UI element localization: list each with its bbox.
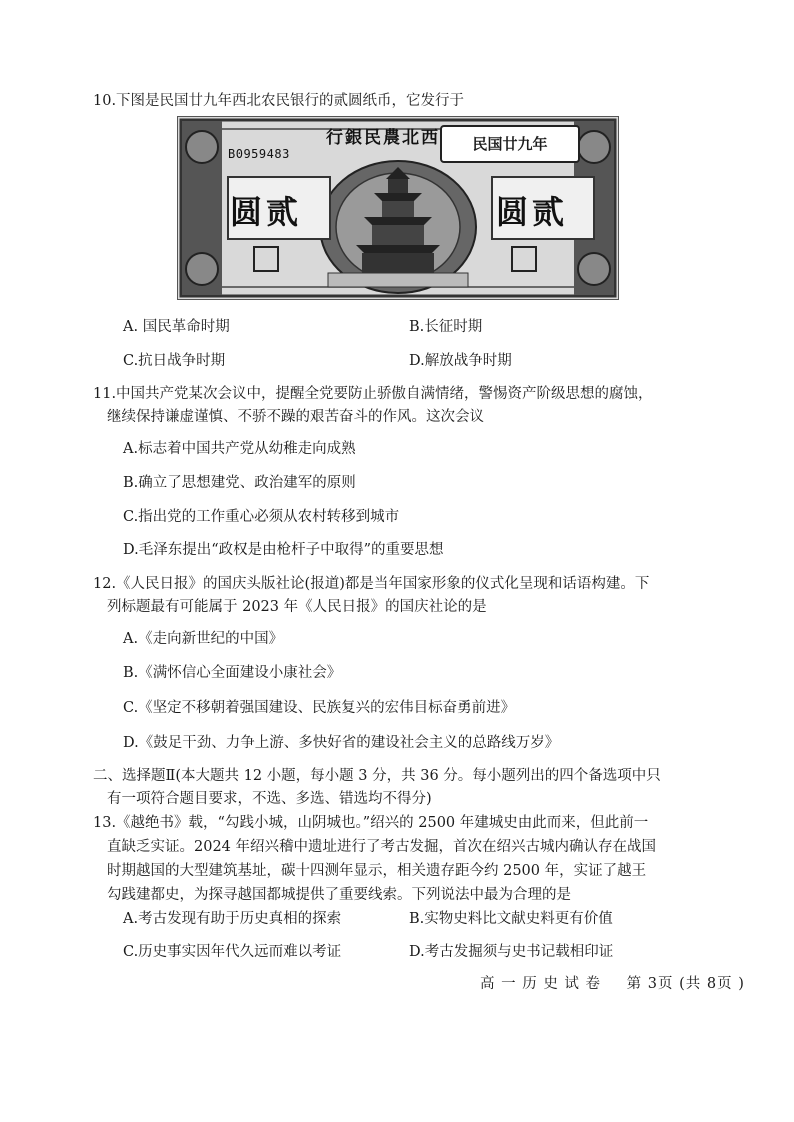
q13-option-c[interactable]: C.历史事实因年代久远而难以考证 — [123, 944, 342, 960]
serial-number: B0959483 — [228, 147, 290, 161]
q13-option-d[interactable]: D.考古发掘须与史书记载相印证 — [409, 944, 614, 960]
bank-name: 行銀民農北西 — [326, 128, 440, 148]
q10-option-a[interactable]: A. 国民革命时期 — [123, 319, 230, 335]
q10-option-d[interactable]: D.解放战争时期 — [409, 353, 512, 369]
q11-stem-line1: 11.中国共产党某次会议中，提醒全党要防止骄傲自满情绪，警惕资产阶级思想的腐蚀， — [93, 386, 653, 402]
q11-option-b[interactable]: B.确立了思想建党、政治建军的原则 — [123, 475, 356, 491]
page-footer — [480, 972, 765, 993]
q11-option-a[interactable]: A.标志着中国共产党从幼稚走向成熟 — [123, 441, 356, 457]
q11-stem-line2: 继续保持谦虚谨慎、不骄不躁的艰苦奋斗的作风。这次会议 — [107, 409, 484, 425]
footer-page-number: 第 3页 (共 8页 ) — [626, 976, 745, 992]
q10-option-b[interactable]: B.长征时期 — [409, 319, 483, 335]
q13-option-b[interactable]: B.实物史料比文献史料更有价值 — [409, 911, 613, 927]
section2-heading-line2: 有一项符合题目要求，不选、多选、错选均不得分) — [107, 791, 432, 807]
q13-stem-line1: 13.《越绝书》载，“勾践小城，山阴城也。”绍兴的 2500 年建城史由此而来，但此前一 — [93, 815, 649, 831]
q12-option-a[interactable]: A.《走向新世纪的中国》 — [123, 631, 284, 647]
amount-right: 圆贰 — [496, 193, 569, 231]
q12-stem-line2: 列标题最有可能属于 2023 年《人民日报》的国庆社论的是 — [107, 599, 487, 615]
q12-option-b[interactable]: B.《满怀信心全面建设小康社会》 — [123, 665, 342, 681]
q12-stem-line1: 12.《人民日报》的国庆头版社论(报道)都是当年国家形象的仪式化呈现和话语构建。下 — [93, 576, 650, 592]
q10-stem: 10.下图是民国廿九年西北农民银行的贰圆纸币，它发行于 — [93, 93, 465, 109]
q10-option-c[interactable]: C.抗日战争时期 — [123, 353, 226, 369]
amount-left: 圆贰 — [230, 193, 303, 231]
q13-stem-line4: 勾践建都史，为探寻越国都城提供了重要线索。下列说法中最为合理的是 — [107, 887, 571, 903]
q11-option-d[interactable]: D.毛泽东提出“政权是由枪杆子中取得”的重要思想 — [123, 542, 444, 558]
q13-stem-line3: 时期越国的大型建筑基址，碳十四测年显示，相关遗存距今约 2500 年，实证了越王 — [107, 863, 647, 879]
footer-subject: 高 一 历 史 试 卷 — [480, 976, 602, 992]
section2-heading-line1: 二、选择题Ⅱ(本大题共 12 小题，每小题 3 分，共 36 分。每小题列出的四个备选项中只 — [93, 768, 661, 784]
banknote-image — [177, 116, 619, 300]
q13-option-a[interactable]: A.考古发现有助于历史真相的探索 — [123, 911, 342, 927]
year-label: 民国廿九年 — [440, 125, 580, 163]
q12-option-c[interactable]: C.《坚定不移朝着强国建设、民族复兴的宏伟目标奋勇前进》 — [123, 700, 516, 716]
q11-option-c[interactable]: C.指出党的工作重心必须从农村转移到城市 — [123, 509, 400, 525]
q13-stem-line2: 直缺乏实证。2024 年绍兴稽中遗址进行了考古发掘，首次在绍兴古城内确认存在战国 — [107, 839, 657, 855]
q12-option-d[interactable]: D.《鼓足干劲、力争上游、多快好省的建设社会主义的总路线万岁》 — [123, 735, 560, 751]
